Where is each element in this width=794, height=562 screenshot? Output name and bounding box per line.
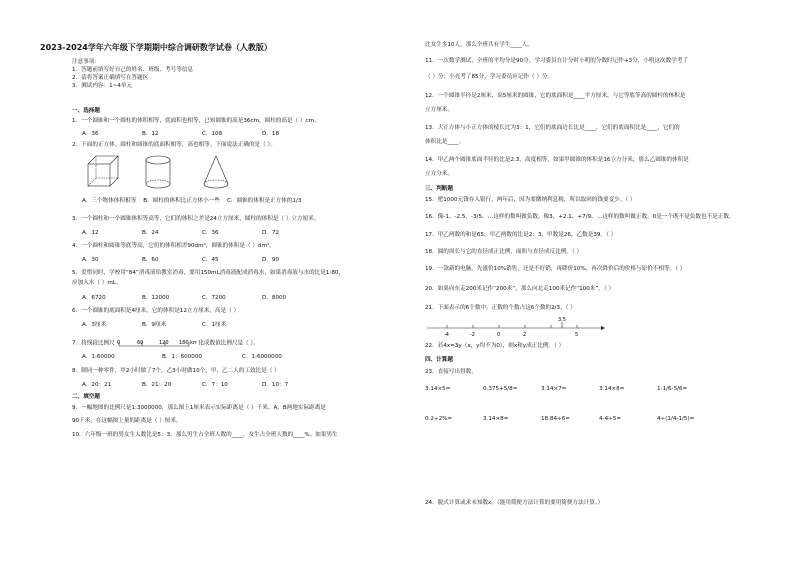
q21-text: 21．下面表示的6个数中，正数的个数占这6个数的2/3。（ ） bbox=[425, 305, 576, 311]
calc-item: 4÷(1/4-1/5)= bbox=[657, 416, 695, 422]
q1-text: 1．一个圆锥和一个圆柱的体积相等，底面积也相等，已知圆锥的高是36cm，圆柱的高是（ ）cm。 bbox=[72, 118, 320, 124]
q4-text: 4．一个圆柱和圆锥等底等高，它们的体积相差90dm³，圆锥的体积是（ ）dm³。 bbox=[72, 243, 275, 249]
choice[interactable]: B．1：600000 bbox=[162, 354, 202, 360]
calc-item: 3.14×5= bbox=[425, 386, 451, 392]
line-scale bbox=[117, 338, 197, 348]
note-1: 1．答题前填写好自己的姓名、班级、考号等信息 bbox=[72, 67, 194, 73]
choice[interactable]: B．9厘米 bbox=[142, 322, 167, 328]
calc-item: 1-1/6-5/6= bbox=[657, 386, 688, 392]
choice[interactable]: C．45 bbox=[202, 257, 219, 263]
left-column bbox=[72, 0, 402, 562]
choice[interactable]: D．18 bbox=[262, 131, 280, 137]
q2-choices bbox=[82, 198, 301, 205]
q20-text: 20．如果向东走200米记作“200米”，那么向北走100米记作“100米”。（ ） bbox=[425, 286, 615, 292]
q10-text-cont: 比女生多10人，那么全班共有学生____人。 bbox=[425, 42, 533, 48]
choice[interactable]: A．三个物体体积相等 bbox=[82, 198, 137, 204]
note-3: 3．测试内容：1~4单元 bbox=[72, 83, 133, 89]
calc-item: 4-4÷5= bbox=[599, 416, 622, 422]
choice[interactable]: B．21：20 bbox=[142, 382, 172, 388]
calc-item: 0.2÷2%= bbox=[425, 416, 453, 422]
choice[interactable]: B．12 bbox=[142, 131, 159, 137]
number-line bbox=[425, 316, 605, 338]
choice[interactable]: C．7200 bbox=[202, 295, 226, 301]
choice[interactable]: D．72 bbox=[262, 230, 280, 236]
q13-text: 13．大正方体与小正方体的棱长比为3：1，它们的底面边长比是____，它们的底面积比是____，它们的 bbox=[425, 125, 680, 131]
choice[interactable]: A．12 bbox=[82, 230, 99, 236]
choice[interactable]: C．1厘米 bbox=[202, 322, 227, 328]
q15-text: 15．把1000元钱存入银行，两年后，因为要缴纳利息税，所以取回的钱要变少。（ ） bbox=[425, 197, 636, 203]
q16-text: 16．像-1、-2.5、-3/5、…这样的数叫做负数，像3、+2.1、+7/9、…这样的数叫做正数，0是一个既不是负数也不是正数。 bbox=[425, 214, 735, 220]
calc-row-1 bbox=[425, 386, 715, 392]
solids-figure bbox=[86, 152, 286, 192]
q6-choices bbox=[82, 320, 262, 328]
choice[interactable]: A．6720 bbox=[82, 295, 106, 301]
q14-text-cont: 立方分米。 bbox=[425, 171, 453, 177]
q18-text: 18．圆的周长与它的直径成正比例，面积与直径成反比例。（ ） bbox=[425, 249, 583, 255]
scale-label: 60 bbox=[136, 340, 143, 346]
choice[interactable]: A．36 bbox=[82, 131, 99, 137]
calc-row-2 bbox=[425, 416, 715, 422]
scale-label: 180 km bbox=[178, 340, 197, 346]
note-2: 2．请将答案正确填写在答题区 bbox=[72, 75, 149, 81]
calc-item: 0.375+5/8= bbox=[483, 386, 518, 392]
q24-text: 24．脱式计算或求未知数x。（能用简便方法计算的要用简便方法计算。） bbox=[425, 500, 604, 506]
q7-text: 7．将线段比例尺 0 60 120 180 km 化成数值比例尺是（ ）。 bbox=[72, 340, 259, 347]
q9-text: 9．一幅地图的比例尺是1:3000000，那么图上1厘米表示实际距离是（ ）千米。A，B两地实际距离是 bbox=[72, 405, 326, 411]
q11-text: 11．一次数学测试，全班的平均分是90分，学习委员在计分时小明的分数时记作+3分，小明这次数学考了 bbox=[425, 58, 689, 64]
numberline-point-label: 3.5 bbox=[558, 317, 566, 323]
scale-label: 120 bbox=[158, 340, 169, 346]
choice[interactable]: C．36 bbox=[202, 230, 219, 236]
choice[interactable]: C．7：10 bbox=[202, 382, 228, 388]
q19-text: 19．一款新的电脑，先涨价10%销售，还是不好销，再降价10%，再次降价后的价格与原价不相等。（ ） bbox=[425, 266, 686, 272]
choice[interactable]: B．24 bbox=[142, 230, 159, 236]
numberline-tick: 0 bbox=[497, 332, 501, 338]
q8-text: 8．制同一种零件，甲2小时做了7个，乙3小时做10个，甲、乙二人的工效比是（ ） bbox=[72, 368, 280, 374]
q22-text: 22．若4x=3y（x，y均不为0），则x和y成正比例。（ ） bbox=[425, 343, 565, 349]
calc-item: 3.14×7= bbox=[541, 386, 567, 392]
section-fill: 二、填空题 bbox=[72, 394, 100, 400]
scale-label: 0 bbox=[116, 340, 120, 346]
choice[interactable]: A．20：21 bbox=[82, 382, 112, 388]
q4-choices bbox=[82, 255, 322, 263]
q14-text: 14．甲乙两个圆锥底面半径的比是2:3，高度相等，如果甲圆锥的体积是16立方分米，那么乙圆锥的体积是 bbox=[425, 157, 689, 163]
q5-text-cont: 应加入水（ ）mL。 bbox=[72, 280, 122, 286]
choice[interactable]: A．1:60000 bbox=[82, 354, 115, 360]
numberline-tick: -2 bbox=[470, 332, 475, 338]
q10-text: 10．六年级一班的男女生人数比是5：3，那么男生占全班人数的____，女生占全班人数的____%。如果男生 bbox=[72, 432, 338, 438]
choice[interactable]: D．10：7 bbox=[262, 382, 289, 388]
choice[interactable]: B．圆柱的体积比正方体小一些 bbox=[143, 198, 220, 204]
choice[interactable]: C．108 bbox=[202, 131, 223, 137]
q7-choices bbox=[82, 352, 302, 360]
q12-text-cont: 立方厘米。 bbox=[425, 107, 453, 113]
notes-heading: 注意事项： bbox=[72, 59, 100, 65]
right-column bbox=[425, 0, 745, 562]
q11-text-cont: （ ）分；小亮考了85分，学习委员应记作（ ）分。 bbox=[425, 74, 554, 80]
q6-text: 6．一个圆锥的底面积是4厘米，它的体积是12立方厘米，高是（ ） bbox=[72, 308, 240, 314]
choice[interactable]: D．8000 bbox=[262, 295, 287, 301]
q3-choices bbox=[82, 228, 322, 236]
q5-choices bbox=[82, 293, 322, 301]
q17-text: 17．甲乙两数的和是65，甲乙两数的比是2：3，甲数是26，乙数是39。（ ） bbox=[425, 232, 617, 238]
calc-item: 3.14×8= bbox=[483, 416, 509, 422]
calc-item: 3.14×8= bbox=[599, 386, 625, 392]
q23-text: 23．直接写出得数。 bbox=[425, 369, 477, 375]
choice[interactable]: C．圆锥的体积是正方体的1/3 bbox=[226, 198, 302, 204]
q13-text-cont: 体积比是____。 bbox=[425, 139, 465, 145]
q8-choices bbox=[82, 380, 322, 388]
section-calc: 四、计算题 bbox=[425, 357, 453, 363]
calc-item: 18.84÷6= bbox=[541, 416, 570, 422]
choice[interactable]: A．30 bbox=[82, 257, 99, 263]
cone-icon bbox=[204, 156, 228, 188]
page-title: 2023-2024学年六年级下学期期中综合调研数学试卷（人教版） bbox=[40, 43, 272, 52]
numberline-tick: -4 bbox=[444, 332, 449, 338]
section-judge: 三、判断题 bbox=[425, 186, 453, 192]
q12-text: 12．一个圆锥半径是2厘米，高5厘米的圆锥，它的底面积是____平方厘米，与它等底等高的圆柱的体积是 bbox=[425, 93, 686, 99]
choice[interactable]: D．90 bbox=[262, 257, 280, 263]
choice[interactable]: C．1:6000000 bbox=[242, 354, 282, 360]
section-choice: 一、选择题 bbox=[72, 108, 100, 114]
numberline-tick: 5 bbox=[575, 332, 579, 338]
q1-choices bbox=[82, 129, 322, 137]
choice[interactable]: B．12000 bbox=[142, 295, 170, 301]
q9-text-cont: 90千米，在这幅图上量的距离是（ ）厘米。 bbox=[72, 418, 182, 424]
choice[interactable]: B．60 bbox=[142, 257, 159, 263]
cube-icon bbox=[88, 156, 118, 186]
q5-text: 5．爱惜同时，学校用“84”消毒液给教室消毒，要用150mL消毒液配成消毒水，如果消毒液与水的比是1:80， bbox=[72, 270, 345, 276]
q3-text: 3．一个圆柱和一个圆锥体积等高等，它们的体积之差是24立方厘米，圆柱的体积是（ ）立方厘米。 bbox=[72, 216, 320, 222]
cylinder-icon bbox=[146, 156, 170, 188]
q2-text: 2．下面的正方体、圆柱和圆锥的底面积相等，高也相等。下面说法正确的是（ ）。 bbox=[72, 142, 276, 148]
numberline-tick: 2 bbox=[523, 332, 527, 338]
choice[interactable]: A．3厘米 bbox=[82, 322, 107, 328]
